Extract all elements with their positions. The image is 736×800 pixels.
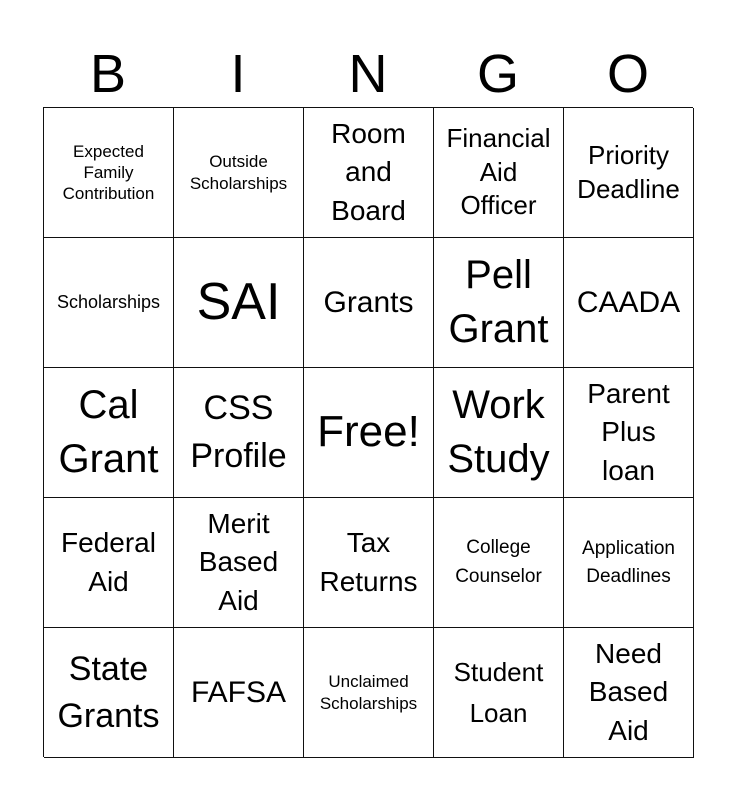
cell-label: Federal Aid xyxy=(61,526,156,597)
bingo-board xyxy=(43,107,693,757)
cell-label: Priority Deadline xyxy=(577,139,680,204)
bingo-cell[interactable] xyxy=(564,238,694,368)
bingo-cell[interactable] xyxy=(44,108,174,238)
bingo-cell[interactable] xyxy=(174,368,304,498)
bingo-cell[interactable] xyxy=(304,368,434,498)
bingo-cell[interactable] xyxy=(304,628,434,758)
bingo-cell[interactable] xyxy=(304,238,434,368)
header-letter-i: I xyxy=(230,44,246,104)
bingo-cell[interactable] xyxy=(174,628,304,758)
bingo-cell[interactable] xyxy=(44,628,174,758)
header-letter-b: B xyxy=(89,44,127,104)
bingo-cell[interactable] xyxy=(564,628,694,758)
header-letter-o: O xyxy=(606,44,649,104)
cell-label: Unclaimed Scholarships xyxy=(319,672,418,713)
bingo-cell[interactable] xyxy=(44,238,174,368)
cell-label: Merit Based Aid xyxy=(198,507,279,616)
bingo-cell[interactable] xyxy=(564,108,694,238)
bingo-cell[interactable] xyxy=(434,368,564,498)
cell-label: Scholarships xyxy=(56,291,161,312)
cell-label: Pell Grant xyxy=(448,253,549,351)
bingo-cell[interactable] xyxy=(304,108,434,238)
bingo-cell[interactable] xyxy=(434,238,564,368)
header-letter-n: N xyxy=(348,44,388,104)
cell-label: Cal Grant xyxy=(58,383,159,481)
cell-label: CSS Profile xyxy=(190,388,287,475)
cell-label: FAFSA xyxy=(190,675,287,709)
cell-label: Outside Scholarships xyxy=(189,152,288,193)
bingo-cell[interactable] xyxy=(564,368,694,498)
cell-label: College Counselor xyxy=(455,537,542,587)
cell-label: Work Study xyxy=(447,383,550,481)
bingo-cell[interactable] xyxy=(174,108,304,238)
bingo-header xyxy=(43,40,693,108)
cell-label: Student Loan xyxy=(453,657,544,728)
cell-label: Grants xyxy=(323,285,414,319)
cell-label: SAI xyxy=(196,273,281,332)
bingo-cell[interactable] xyxy=(564,498,694,628)
bingo-cell[interactable] xyxy=(44,498,174,628)
cell-label: CAADA xyxy=(576,285,681,319)
bingo-cell[interactable] xyxy=(434,628,564,758)
bingo-cell[interactable] xyxy=(434,108,564,238)
cell-label: State Grants xyxy=(57,649,160,735)
cell-label: Expected Family Contribution xyxy=(62,141,155,204)
bingo-cell[interactable] xyxy=(174,498,304,628)
bingo-cell[interactable] xyxy=(174,238,304,368)
cell-label: Parent Plus loan xyxy=(587,377,670,486)
header-letter-g: G xyxy=(476,44,519,104)
bingo-cell[interactable] xyxy=(44,368,174,498)
cell-label: Tax Returns xyxy=(319,526,418,597)
cell-label: Application Deadlines xyxy=(582,537,675,587)
cell-label: Room and Board xyxy=(331,117,406,226)
bingo-cell[interactable] xyxy=(434,498,564,628)
bingo-cell[interactable] xyxy=(304,498,434,628)
cell-label: Need Based Aid xyxy=(588,637,669,746)
cell-label: Free! xyxy=(317,407,420,457)
cell-label: Financial Aid Officer xyxy=(446,122,551,221)
